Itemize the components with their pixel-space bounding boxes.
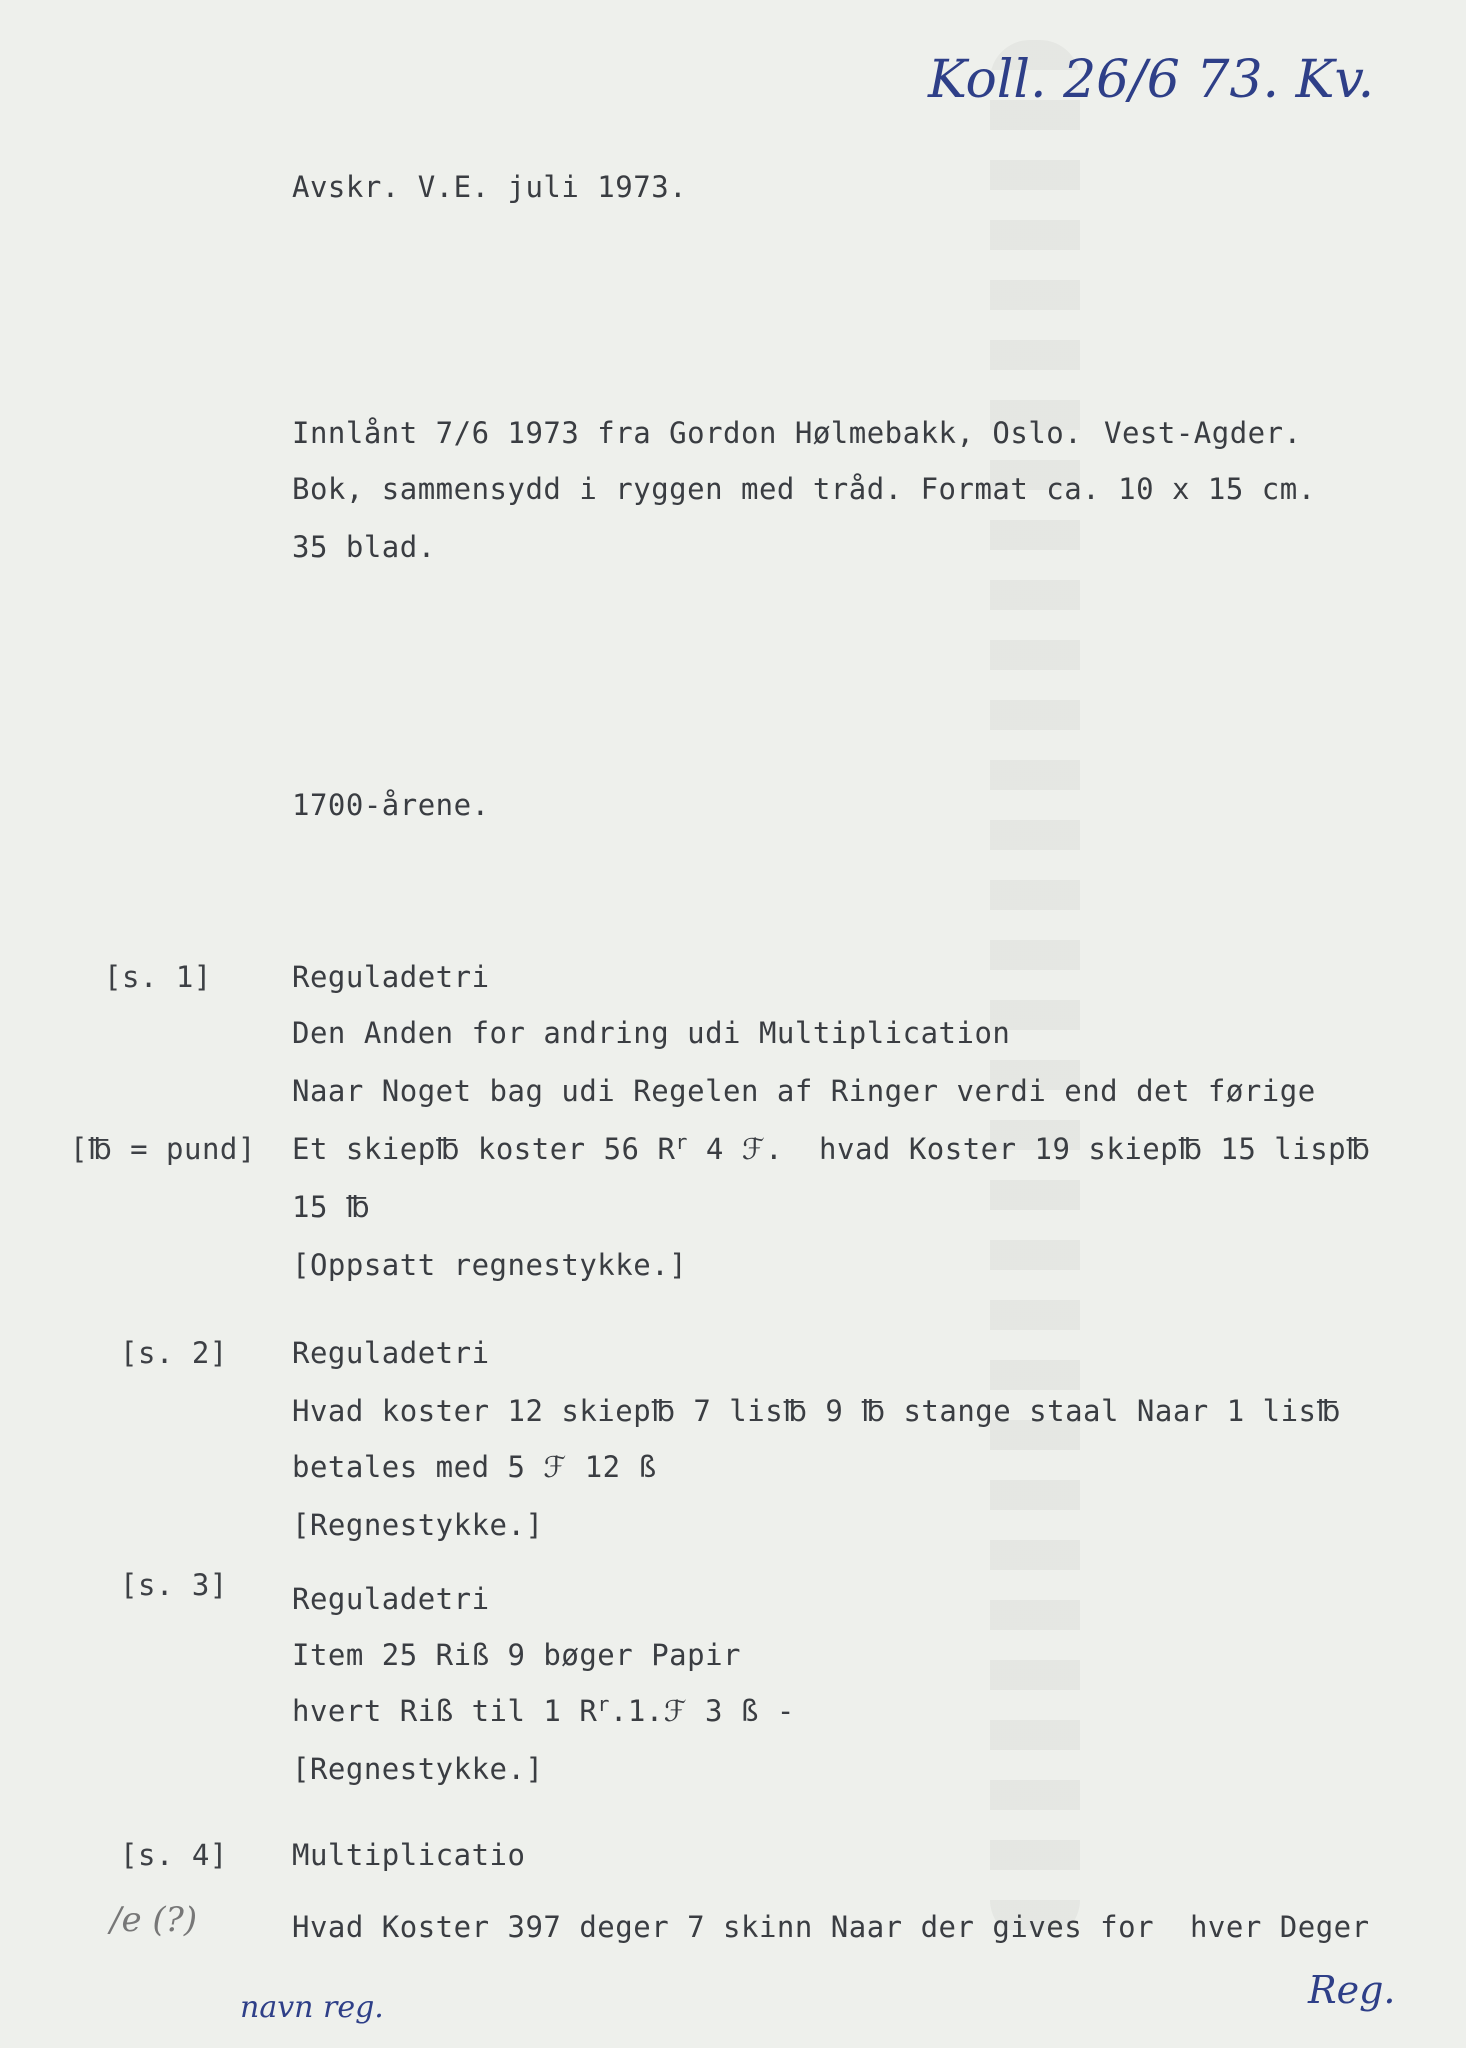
period: 1700-årene. xyxy=(292,788,490,822)
entry-line: Hvad Koster 397 deger 7 skinn Naar der gives for hver Deger xyxy=(292,1910,1370,1944)
bottom-right-note: Reg. xyxy=(1308,1968,1396,2012)
entry-line: betales med 5 ℱ 12 ß xyxy=(292,1450,657,1484)
entry-line: Den Anden for andring udi Multiplication xyxy=(292,1016,1011,1050)
price-text: .1.ℱ 3 ß - xyxy=(609,1694,795,1728)
entry-line: Item 25 Riß 9 bøger Papir xyxy=(292,1638,741,1672)
entry-line: Multiplicatio xyxy=(292,1838,526,1872)
entry-line: Reguladetri xyxy=(292,1582,490,1616)
entry-bracket: [Regnestykke.] xyxy=(292,1508,544,1542)
source-line-2: Bok, sammensydd i ryggen med tråd. Format ca. 10 x 15 cm. xyxy=(292,472,1316,506)
margin-note-pund: [℔ = pund] xyxy=(70,1132,256,1166)
superscript: r xyxy=(597,1692,610,1716)
entry-bracket: [Regnestykke.] xyxy=(292,1752,544,1786)
entry-bracket: [Oppsatt regnestykke.] xyxy=(292,1248,688,1282)
source-line-3: 35 blad. xyxy=(292,530,436,564)
entry-line: Reguladetri xyxy=(292,1336,490,1370)
superscript: r xyxy=(675,1130,688,1154)
entry-line-price xyxy=(292,1132,1370,1166)
source-line-1: Innlånt 7/6 1973 fra Gordon Hølmebakk, Oslo. xyxy=(292,416,1083,450)
transcription-note: Avskr. V.E. juli 1973. xyxy=(292,170,688,204)
margin-handwritten-note: /e (?) xyxy=(110,1900,198,1940)
archive-mark: Koll. 26/6 73. Kv. xyxy=(928,50,1375,110)
source-region: Vest-Agder. xyxy=(1104,416,1302,450)
entry-continuation: 15 ℔ xyxy=(292,1190,371,1224)
page-label-s4: [s. 4] xyxy=(120,1838,228,1872)
entry-line: Hvad koster 12 skiep℔ 7 lis℔ 9 ℔ stange staal Naar 1 lis℔ xyxy=(292,1394,1341,1428)
price-text: Et skiep℔ koster 56 R xyxy=(292,1132,676,1166)
page-label-s1: [s. 1] xyxy=(104,960,212,994)
entry-line: Naar Noget bag udi Regelen af Ringer verdi end det førige xyxy=(292,1074,1316,1108)
page-label-s2: [s. 2] xyxy=(120,1336,228,1370)
entry-line: Reguladetri xyxy=(292,960,490,994)
price-text: hvert Riß til 1 R xyxy=(292,1694,598,1728)
page-label-s3: [s. 3] xyxy=(120,1568,228,1602)
watermark-stamp xyxy=(990,40,1080,1940)
entry-line-price xyxy=(292,1694,795,1728)
bottom-left-note: navn reg. xyxy=(240,1990,384,2025)
price-text: 4 ℱ. hvad Koster 19 skiep℔ 15 lisp℔ xyxy=(687,1132,1371,1166)
